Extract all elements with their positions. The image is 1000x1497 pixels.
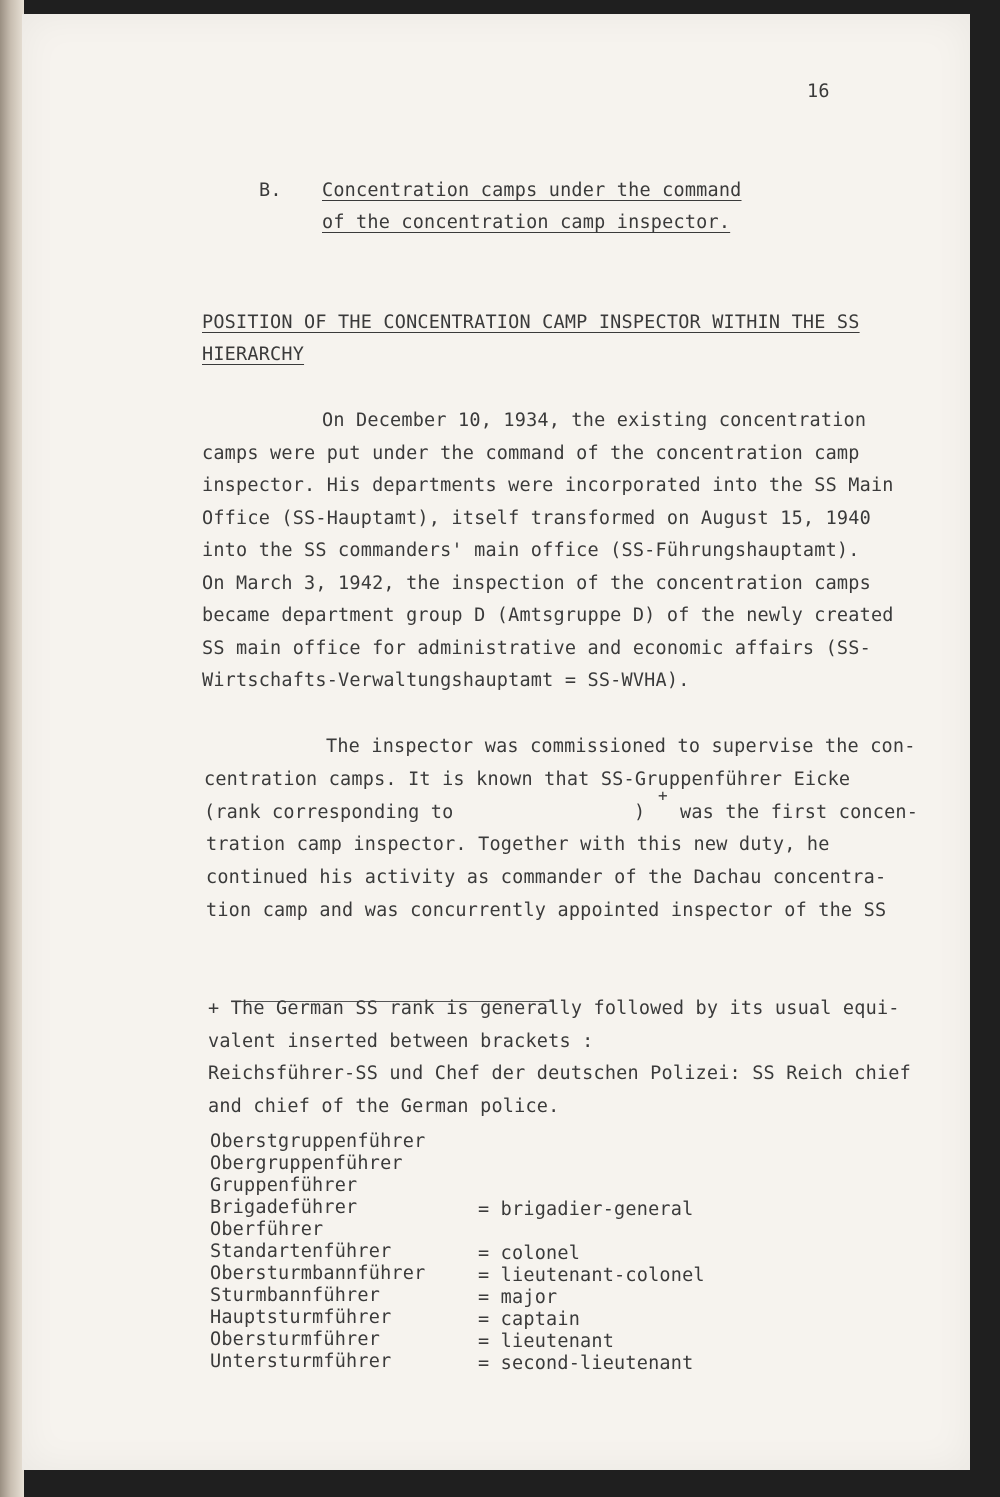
rank-german: Obersturmführer	[210, 1329, 381, 1350]
paragraph-line: The inspector was commissioned to supervise the con-	[326, 736, 916, 757]
book-spine	[0, 0, 24, 1497]
paragraph-line: centration camps. It is known that SS-Gruppenführer Eicke	[204, 769, 851, 790]
rank-german: Untersturmführer	[210, 1351, 392, 1372]
paragraph-line: tration camp inspector. Together with this new duty, he	[206, 834, 830, 855]
subheading-line-2: HIERARCHY	[202, 344, 305, 365]
rank-german: Hauptsturmführer	[210, 1307, 392, 1328]
paragraph-line: camps were put under the command of the concentration camp	[202, 443, 860, 464]
footnote-line: Reichsführer-SS und Chef der deutschen Polizei: SS Reich chief	[208, 1063, 911, 1084]
rank-german: Oberstgruppenführer	[210, 1131, 426, 1152]
subheading-line-1: POSITION OF THE CONCENTRATION CAMP INSPECTOR WITHIN THE SS	[202, 312, 860, 333]
paragraph-line: tion camp and was concurrently appointed inspector of the SS	[206, 900, 887, 921]
rank-equivalent: = colonel	[478, 1243, 581, 1264]
document-page	[22, 14, 970, 1470]
section-title-line-2: of the concentration camp inspector.	[322, 212, 731, 233]
rank-german: Obergruppenführer	[210, 1153, 403, 1174]
rank-german: Standartenführer	[210, 1241, 392, 1262]
footnote-line: + The German SS rank is generally followed by its usual equi-	[208, 998, 900, 1019]
paragraph-line: continued his activity as commander of the Dachau concentra-	[206, 867, 887, 888]
paragraph-line: SS main office for administrative and economic affairs (SS-	[202, 638, 871, 659]
page-number: 16	[807, 81, 830, 102]
paragraph-line: inspector. His departments were incorporated into the SS Main	[202, 475, 894, 496]
rank-equivalent: = second-lieutenant	[478, 1353, 694, 1374]
paragraph-line: became department group D (Amtsgruppe D) of the newly created	[202, 605, 894, 626]
rank-equivalent: = major	[478, 1287, 558, 1308]
section-title-line-1: Concentration camps under the command	[322, 180, 742, 201]
section-letter: B.	[259, 180, 282, 201]
rank-german: Sturmbannführer	[210, 1285, 381, 1306]
footnote-line: and chief of the German police.	[208, 1096, 560, 1117]
rank-equivalent: = lieutenant-colonel	[478, 1265, 705, 1286]
paragraph-line: (rank corresponding to	[204, 802, 454, 823]
paragraph-line: On December 10, 1934, the existing concentration	[322, 410, 867, 431]
rank-german: Oberführer	[210, 1219, 324, 1240]
bracket-close: )	[634, 802, 646, 823]
paragraph-line: On March 3, 1942, the inspection of the concentration camps	[202, 573, 871, 594]
footnote-line: valent inserted between brackets :	[208, 1031, 594, 1052]
rank-equivalent: = brigadier-general	[478, 1199, 694, 1220]
rank-german: Obersturmbannführer	[210, 1263, 426, 1284]
paragraph-line: into the SS commanders' main office (SS-Führungshauptamt).	[202, 540, 860, 561]
rank-german: Brigadeführer	[210, 1197, 358, 1218]
paragraph-line: Office (SS-Hauptamt), itself transformed on August 15, 1940	[202, 508, 871, 529]
paragraph-line: Wirtschafts-Verwaltungshauptamt = SS-WVHA).	[202, 670, 690, 691]
rank-german: Gruppenführer	[210, 1175, 358, 1196]
rank-equivalent: = captain	[478, 1309, 581, 1330]
footnote-marker: +	[658, 786, 668, 805]
rank-equivalent: = lieutenant	[478, 1331, 615, 1352]
paragraph-line: was the first concen-	[680, 802, 919, 823]
